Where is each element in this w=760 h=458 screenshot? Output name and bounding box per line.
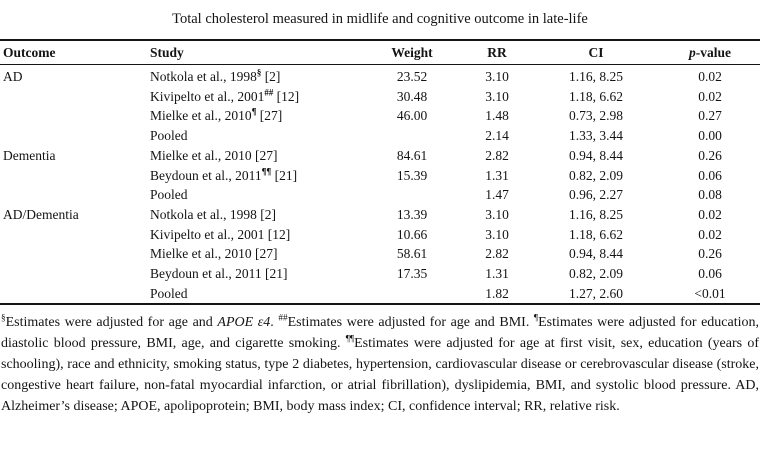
outcome-cell [0,126,148,146]
ci-cell: 1.16, 8.25 [569,206,623,222]
outcome-cell [0,284,148,305]
footnote-marker: ¶ [533,312,539,323]
study-cell: Kivipelto et al., 2001## [12] [150,87,300,104]
footnote-marker: ¶¶ [345,333,355,344]
study-cell: Pooled [150,128,188,144]
outcome-cell [0,225,148,245]
table-row [0,264,760,284]
results-table [0,39,760,305]
pvalue-cell: 0.06 [698,266,722,282]
study-cell: Pooled [150,187,188,203]
study-cell: Beydoun et al., 2011 [21] [150,266,288,282]
table-row [0,284,760,305]
header-outcome: Outcome [0,40,148,65]
header-ci: CI [532,40,660,65]
header-weight: Weight [362,40,462,65]
ci-cell: 1.18, 6.62 [569,226,623,242]
table-row [0,106,760,126]
ci-cell: 0.94, 8.44 [569,147,623,163]
study-footnote-marker: ¶ [251,106,257,117]
study-footnote-marker: ## [264,87,274,98]
footnote-segment: . [270,315,279,331]
table-header [0,40,760,65]
weight-cell [362,126,462,146]
ci-cell: 1.33, 3.44 [569,128,623,144]
header-pvalue [660,40,760,65]
footnote-marker: ## [278,312,288,323]
outcome-cell [0,185,148,205]
outcome-cell: AD/Dementia [3,206,79,222]
pvalue-cell: 0.02 [698,88,722,104]
pvalue-cell: 0.00 [698,128,722,144]
weight-cell: 10.66 [396,226,428,242]
weight-cell: 23.52 [396,69,428,84]
study-footnote-marker: § [256,67,262,78]
rr-cell: 1.82 [462,284,532,305]
rr-cell: 1.31 [485,266,509,282]
header-pvalue-rest: -value [695,45,731,60]
rr-cell: 3.10 [485,206,509,222]
weight-cell: 46.00 [396,108,428,124]
header-row [0,40,760,65]
outcome-cell [0,166,148,186]
weight-cell: 15.39 [396,167,428,183]
footnote-italic: APOE ε4 [217,315,271,331]
footnote-marker: § [1,312,6,323]
study-cell: Mielke et al., 2010¶ [27] [150,106,283,124]
table-row [0,166,760,186]
footnote-segment: Estimates were adjusted for age at first visit, sex, education (years of schooling), race and ethnicity, smoking status, type 2 diabetes, hypertension, cardiovascular disease or cerebrovascular disease (stroke, congestive heart failure, non-fatal myocardial infarction, or atrial fibrillation), dyslipidemia, BMI, and systolic blood pressure. AD, Alzheimer’s disease; APOE, apolipoprotein; BMI, body mass index; CI, confidence interval; RR, relative risk. [1,336,759,415]
rr-cell: 2.14 [485,128,509,144]
study-footnote-marker: ¶¶ [261,166,272,177]
pvalue-cell: 0.26 [698,246,722,262]
table-row [0,65,760,87]
outcome-cell [0,87,148,107]
table-title: Total cholesterol measured in midlife and cognitive outcome in late-life [172,11,588,27]
header-rr: RR [462,40,532,65]
table-row [0,126,760,146]
ci-cell: 0.96, 2.27 [569,187,623,203]
table-row [0,244,760,264]
study-cell: Notkola et al., 1998 [2] [150,206,276,222]
outcome-cell [0,244,148,264]
ci-cell: 0.73, 2.98 [569,108,623,124]
pvalue-cell: 0.02 [698,69,722,84]
weight-cell [362,185,462,205]
table-row [0,87,760,107]
pvalue-cell: 0.06 [698,167,722,183]
outcome-cell: Dementia [3,147,56,163]
pvalue-cell: 0.27 [698,108,722,124]
weight-cell: 84.61 [396,147,428,163]
rr-cell: 2.82 [485,246,509,262]
weight-cell: 30.48 [396,88,428,104]
rr-cell: 3.10 [485,226,509,242]
rr-cell: 3.10 [485,88,509,104]
header-pvalue-italic-p: p [689,45,696,60]
weight-cell: 58.61 [396,246,428,262]
footnote-segment: Estimates were adjusted for age and BMI. [287,315,534,331]
ci-cell: 1.16, 8.25 [569,69,623,84]
study-cell: Beydoun et al., 2011¶¶ [21] [150,166,298,183]
outcome-cell: AD [3,69,23,84]
study-cell: Mielke et al., 2010 [27] [150,246,278,262]
ci-cell: 0.82, 2.09 [569,266,623,282]
weight-cell: 17.35 [396,266,428,282]
header-study: Study [148,40,362,65]
table-row [0,205,760,225]
table-row [0,185,760,205]
ci-cell: 0.94, 8.44 [569,246,623,262]
weight-cell [362,284,462,305]
study-cell: Notkola et al., 1998§ [2] [150,67,281,84]
rr-cell: 3.10 [485,69,509,84]
ci-cell: 0.82, 2.09 [569,167,623,183]
footnote-segment: Estimates were adjusted for age and [5,315,218,331]
rr-cell: 1.48 [485,108,509,124]
pvalue-cell: 0.02 [698,206,722,222]
table-row [0,225,760,245]
study-cell: Pooled [148,284,362,305]
rr-cell: 2.82 [485,147,509,163]
pvalue-cell: 0.26 [698,147,722,163]
ci-cell: 1.18, 6.62 [569,88,623,104]
rr-cell: 1.47 [485,187,509,203]
weight-cell: 13.39 [396,206,428,222]
rr-cell: 1.31 [485,167,509,183]
footnote-text [0,312,760,417]
study-cell: Kivipelto et al., 2001 [12] [150,226,291,242]
pvalue-cell: 0.02 [698,226,722,242]
footnote-segment: Estimates were adjusted for education, diastolic blood pressure, BMI, age, and cigarette smoking. [1,315,759,352]
outcome-cell [0,106,148,126]
pvalue-cell: <0.01 [660,284,760,305]
table-row [0,146,760,166]
ci-cell: 1.27, 2.60 [532,284,660,305]
pvalue-cell: 0.08 [698,187,722,203]
study-cell: Mielke et al., 2010 [27] [150,147,278,163]
outcome-cell [0,264,148,284]
table-body [0,65,760,305]
